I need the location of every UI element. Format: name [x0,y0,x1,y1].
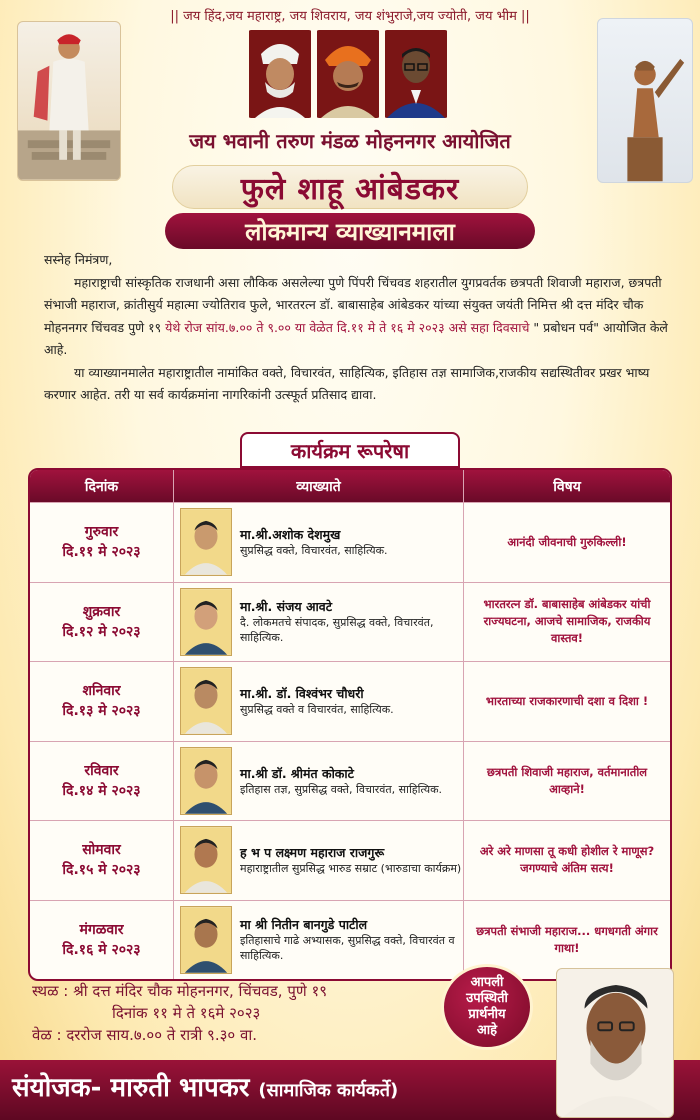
speaker-name: मा.श्री.अशोक देशमुख [240,527,341,543]
speaker-photo [180,508,232,576]
row-date-cell [30,821,174,900]
row-date-cell [30,583,174,662]
speaker-description: इतिहासाचे गाढे अभ्यासक, सुप्रसिद्ध वक्ते, विचारवंत व साहित्यिक. [240,934,455,963]
row-date: दि.१६ मे २०२३ [62,941,141,958]
row-date: दि.११ मे २०२३ [62,544,141,561]
venue-place: स्थळ : श्री दत्त मंदिर चौक मोहननगर, चिंचवड, पुणे १९ [32,982,328,1000]
speaker-info [240,765,442,797]
speaker-description: महाराष्ट्रातील सुप्रसिद्ध भारुड सम्राट (भारुडाचा कार्यक्रम) [240,862,462,876]
speaker-photo [180,588,232,656]
row-date: दि.१५ मे २०२३ [62,862,141,879]
row-speaker-cell [174,742,464,821]
invitation-text [44,249,670,407]
speaker-description: सुप्रसिद्ध वक्ते, विचारवंत, साहित्यिक. [240,544,388,558]
speaker-info [240,526,388,558]
speaker-info [240,844,461,876]
row-date-cell [30,662,174,741]
attendance-appeal-badge [441,964,533,1050]
header-topic: विषय [553,478,581,495]
row-date: दि.१४ मे २०२३ [62,782,141,799]
venue-time: वेळ : दररोज साय.७.०० ते रात्री ९.३० वा. [32,1026,257,1044]
shivaji-statue-photo [597,18,693,183]
speaker-name: मा श्री नितीन बानगुडे पाटील [240,917,368,933]
row-day: गुरुवार [84,524,119,541]
row-day: रविवार [84,762,119,779]
shivaji-maharaj-portrait [17,21,121,181]
row-date: दि.१२ मे २०२३ [62,623,141,640]
topic-text: अरे अरे माणसा तू कधी होशील रे माणूस? जगण्याचे अंतिम सत्य! [479,844,655,876]
intro-highlight: येथे रोज सांय.७.०० ते ९.०० या वेळेत दि.११ मे ते १६ मे २०२३ असे सहा दिवसाचे [165,319,530,335]
venue-info [32,980,452,1046]
event-subtitle: लोकमान्य व्याख्यानमाला [165,213,535,249]
leaders-portraits [248,30,448,120]
shahu-maharaj-portrait [316,30,380,118]
row-day: शनिवार [82,683,121,700]
speaker-photo [180,826,232,894]
topic-text: आनंदी जीवनाची गुरुकिल्ली! [507,534,627,549]
venue-dates: दिनांक ११ मे ते १६मे २०२३ [112,1004,261,1022]
schedule-row [30,661,670,741]
dr-ambedkar-portrait [384,30,448,118]
header-speaker: व्याख्याते [174,470,464,502]
row-speaker-cell [174,503,464,582]
speaker-photo [180,667,232,735]
coordinator-role: (सामाजिक कार्यकर्ते) [258,1080,399,1101]
schedule-row [30,741,670,821]
row-speaker-cell [174,662,464,741]
greeting: सस्नेह निमंत्रण, [44,252,113,267]
schedule-title: कार्यक्रम रूपरेषा [240,432,460,468]
speaker-info [240,685,394,717]
row-topic-cell [464,662,670,741]
coordinator-photo [556,968,674,1118]
topic-text: भारतरत्न डॉ. बाबासाहेब आंबेडकर यांची राज्यघटना, आजचे सामाजिक, राजकीय वास्तव! [483,597,651,646]
row-date-cell [30,742,174,821]
topic-text: छत्रपती संभाजी महाराज... धगधगती अंगार गाथा! [476,923,658,955]
coordinator-name: मारुती भापकर [110,1073,250,1103]
intro-paragraph-1 [44,272,670,362]
speaker-photo [180,747,232,815]
speaker-description: सुप्रसिद्ध वक्ते व विचारवंत, साहित्यिक. [240,703,394,717]
appeal-line-3: प्रार्थनीय [468,1007,506,1022]
speaker-description: इतिहास तज्ञ, सुप्रसिद्ध वक्ते, विचारवंत, साहित्यिक. [240,782,443,796]
row-day: सोमवार [82,842,121,859]
row-date: दि.१३ मे २०२३ [62,703,141,720]
speaker-name: मा.श्री डॉ. श्रीमंत कोकाटे [240,765,354,781]
speaker-info [240,598,463,645]
appeal-line-1: आपली [470,975,504,990]
row-topic-cell [464,821,670,900]
topic-text: भारताच्या राजकारणाची दशा व दिशा ! [485,693,649,708]
row-speaker-cell [174,821,464,900]
speaker-name: ह भ प लक्ष्मण महाराज राजगुरू [240,845,385,861]
coordinator-label: संयोजक- [12,1073,102,1103]
row-topic-cell [464,742,670,821]
row-day: मंगळवार [79,921,124,938]
slogan-line: || जय हिंद,जय महाराष्ट्र, जय शिवराय, जय शंभुराजे,जय ज्योती, जय भीम || [170,9,530,24]
speaker-name: मा.श्री. डॉ. विश्वंभर चौधरी [240,686,364,702]
schedule-row [30,582,670,662]
intro-paragraph-2: या व्याख्यानमालेत महाराष्ट्रातील नामांकित वक्ते, विचारवंत, साहित्यिक, इतिहास तज्ञ सामाजिक,राजकीय सद्यस्थितीवर प्रखर भाष्य करणार आहेत. तरी या सर्व कार्यक्रमांना नागरिकांनी उत्स्फूर्त प्रतिसाद द्यावा. [44,364,650,402]
speaker-name: मा.श्री. संजय आवटे [240,599,333,615]
appeal-line-4: आहे [476,1023,498,1038]
row-day: शुक्रवार [82,603,121,620]
speaker-info [240,916,463,963]
organizer-line: जय भवानी तरुण मंडळ मोहननगर आयोजित [189,129,511,153]
schedule-row [30,820,670,900]
schedule-table [28,468,672,981]
event-title: फुले शाहू आंबेडकर [172,165,528,209]
coordinator-line [12,1068,552,1104]
header-date: दिनांक [30,470,174,502]
appeal-line-2: उपस्थिती [466,991,508,1006]
row-date-cell [30,901,174,980]
topic-text: छत्रपती शिवाजी महाराज, वर्तमानातील आव्हाने! [486,764,648,796]
mahatma-phule-portrait [248,30,312,118]
intro-end: " प्रबोधन पर्व" आयोजित केले आहे. [44,319,668,357]
row-topic-cell [464,583,670,662]
row-speaker-cell [174,901,464,980]
row-speaker-cell [174,583,464,662]
schedule-row [30,502,670,582]
speaker-photo [180,906,232,974]
intro-main: महाराष्ट्राची सांस्कृतिक राजधानी असा लौकिक असलेल्या पुणे पिंपरी चिंचवड शहरातील युगप्रवर्तक छत्रपती शिवाजी महाराज, छत्रपती संभाजी महाराज, क्रांतीसुर्य महात्मा ज्योतिराव फुले, भारतरत्न डॉ. बाबासाहेब आंबेडकर यांच्या संयुक्त जयंती निमित्त श्री दत्त मंदिर चौक मोहननगर चिंचवड पुणे १९ [44,274,662,335]
schedule-header-row [30,470,670,502]
row-date-cell [30,503,174,582]
row-topic-cell [464,503,670,582]
speaker-description: दै. लोकमतचे संपादक, सुप्रसिद्ध वक्ते, विचारवंत, साहित्यिक. [240,616,434,645]
